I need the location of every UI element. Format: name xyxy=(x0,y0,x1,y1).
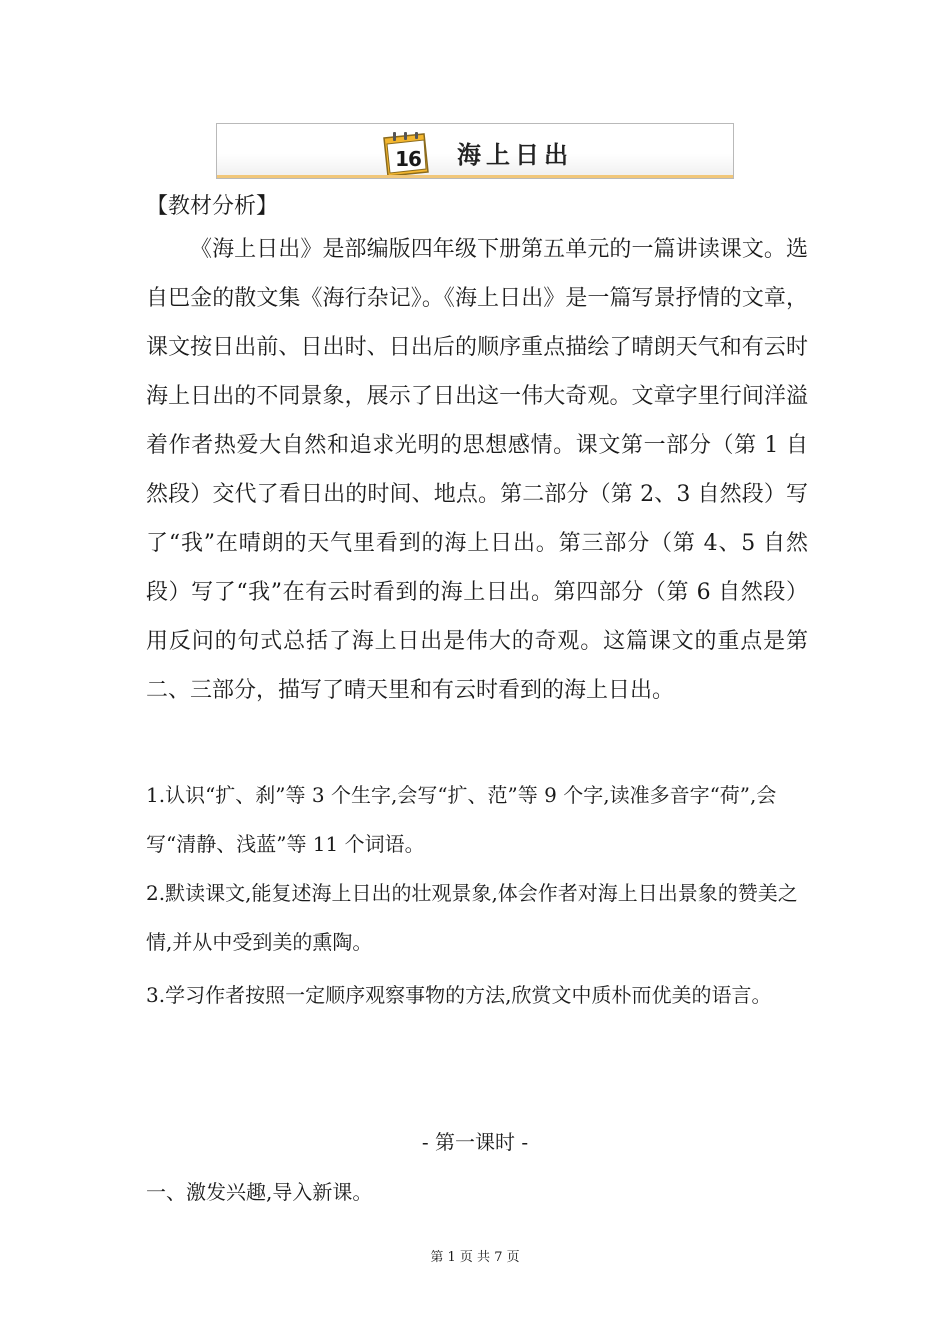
step-heading: 一、激发兴趣,导入新课。 xyxy=(146,1180,373,1204)
calendar-badge-icon xyxy=(380,132,432,178)
lesson-title-banner xyxy=(216,123,734,179)
analysis-paragraph: 《海上日出》是部编版四年级下册第五单元的一篇讲读课文。选自巴金的散文集《海行杂记》。《海上日出》是一篇写景抒情的文章，课文按日出前、日出时、日出后的顺序重点描绘了晴朗天气和有云时海上日出的不同景象，展示了日出这一伟大奇观。文章字里行间洋溢着作者热爱大自然和追求光明的思想感情。课文第一部分（第 1 自然段）交代了看日出的时间、地点。第二部分（第 2、3 自然段）写了“我”在晴朗的天气里看到的海上日出。第三部分（第 4、5 自然段）写了“我”在有云时看到的海上日出。第四部分（第 6 自然段）用反问的句式总括了海上日出是伟大的奇观。这篇课文的重点是第二、三部分，描写了晴天里和有云时看到的海上日出。 xyxy=(146,237,808,703)
period-heading: - 第一课时 - xyxy=(421,1130,529,1154)
lesson-number: 16 xyxy=(395,147,421,171)
page-footer: 第 1 页 共 7 页 xyxy=(430,1250,520,1265)
goal-item-3: 3.学习作者按照一定顺序观察事物的方法,欣赏文中质朴而优美的语言。 xyxy=(146,983,772,1007)
goal-item-2: 2.默读课文,能复述海上日出的壮观景象,体会作者对海上日出景象的赞美之情,并从中受到美的熏陶。 xyxy=(146,881,798,954)
lesson-title: 海上日出 xyxy=(457,141,573,169)
analysis-label: 【教材分析】 xyxy=(146,194,279,219)
goal-item-1: 1.认识“扩、刹”等 3 个生字,会写“扩、范”等 9 个字,读准多音字“荷”,会写“清静、浅蓝”等 11 个词语。 xyxy=(146,783,777,856)
